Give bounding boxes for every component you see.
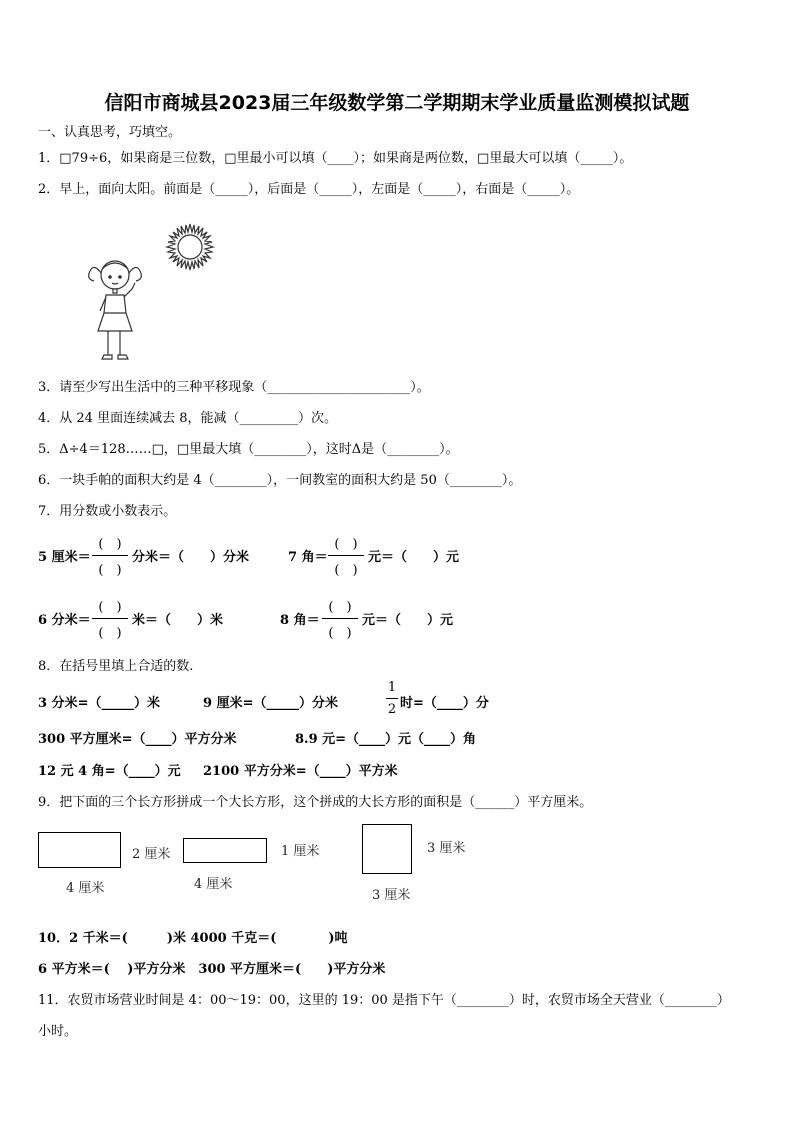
q8-r3-b: 2100 平方分米=（____）平方米 <box>203 764 398 779</box>
question-7: 7．用分数或小数表示。 <box>38 504 177 519</box>
q7-c-fraction <box>92 596 128 641</box>
numerator-blank: ( ) <box>98 600 122 615</box>
square-3x3 <box>362 824 412 874</box>
q8-r1-a: 3 分米=（_____）米 <box>38 696 160 711</box>
girl-illustration <box>80 255 150 365</box>
denominator: 2 <box>387 702 397 717</box>
q7-a-prefix: 5 厘米＝ <box>38 550 91 565</box>
denominator-blank: ( ) <box>98 563 122 578</box>
q7-c-prefix: 6 分米＝ <box>38 613 91 628</box>
rectangle-4x2 <box>38 832 121 868</box>
question-3: 3．请至少写出生活中的三种平移现象（______________________）。 <box>38 380 430 395</box>
q8-r2-b: 8.9 元=（____）元（____）角 <box>295 732 477 747</box>
q7-a-fraction <box>92 533 128 578</box>
sun-icon <box>165 222 215 272</box>
numerator: 1 <box>387 680 397 695</box>
q8-r1-b: 9 厘米=（_____）分米 <box>203 696 338 711</box>
question-10-b: 6 平方米＝( )平方分米 300 平方厘米＝( )平方分米 <box>38 962 386 977</box>
question-4: 4．从 24 里面连续减去 8，能减（_________）次。 <box>38 411 337 426</box>
q7-d-fraction <box>322 596 358 641</box>
q7-a-suffix: 分米＝（ ）分米 <box>132 550 250 565</box>
numerator-blank: ( ) <box>328 600 352 615</box>
question-11-a: 11．农贸市场营业时间是 4：00～19：00，这里的 19：00 是指下午（________）时，农贸市场全天营业（________） <box>38 993 730 1008</box>
denominator-blank: ( ) <box>328 626 352 641</box>
q7-b-fraction <box>328 533 364 578</box>
q7-d-suffix: 元＝（ ）元 <box>362 613 454 628</box>
question-1: 1．□79÷6，如果商是三位数，□里最小可以填（____）；如果商是两位数，□里最大可以填（_____）。 <box>38 151 633 166</box>
question-9: 9．把下面的三个长方形拼成一个大长方形，这个拼成的大长方形的面积是（______）平方厘米。 <box>38 795 593 810</box>
question-11-b: 小时。 <box>38 1024 78 1039</box>
q7-b-prefix: 7 角＝ <box>288 550 328 565</box>
q8-r3-a: 12 元 4 角=（____）元 <box>38 764 181 779</box>
denominator-blank: ( ) <box>98 626 122 641</box>
rect1-side-label: 2 厘米 <box>132 847 171 862</box>
rect3-side-label: 3 厘米 <box>427 841 466 856</box>
q7-d-prefix: 8 角＝ <box>280 613 320 628</box>
q7-c-suffix: 米＝（ ）米 <box>132 613 224 628</box>
question-2: 2．早上，面向太阳。前面是（_____），后面是（_____），左面是（_____），右面是（_____）。 <box>38 182 580 197</box>
rect3-bottom-label: 3 厘米 <box>372 888 411 903</box>
q8-r1-c: 时=（____）分 <box>400 696 489 711</box>
q7-b-suffix: 元＝（ ）元 <box>368 550 460 565</box>
rect2-side-label: 1 厘米 <box>281 844 320 859</box>
rectangle-4x1 <box>183 838 267 863</box>
question-10-a: 10．2 千米＝( )米 4000 千克＝( )吨 <box>38 931 348 946</box>
rect2-bottom-label: 4 厘米 <box>194 877 233 892</box>
page-title: 信阳市商城县2023届三年级数学第二学期期末学业质量监测模拟试题 <box>104 92 690 114</box>
section-heading: 一、认真思考，巧填空。 <box>38 125 182 140</box>
q8-half-fraction <box>386 680 398 717</box>
numerator-blank: ( ) <box>334 537 358 552</box>
question-5: 5．Δ÷4＝128……□，□里最大填（________），这时Δ是（________）。 <box>38 442 459 457</box>
denominator-blank: ( ) <box>334 563 358 578</box>
question-8: 8．在括号里填上合适的数. <box>38 659 194 674</box>
rect1-bottom-label: 4 厘米 <box>66 881 105 896</box>
numerator-blank: ( ) <box>98 537 122 552</box>
q8-r2-a: 300 平方厘米=（____）平方分米 <box>38 732 237 747</box>
question-6: 6．一块手帕的面积大约是 4（________），一间教室的面积大约是 50（________）。 <box>38 473 522 488</box>
